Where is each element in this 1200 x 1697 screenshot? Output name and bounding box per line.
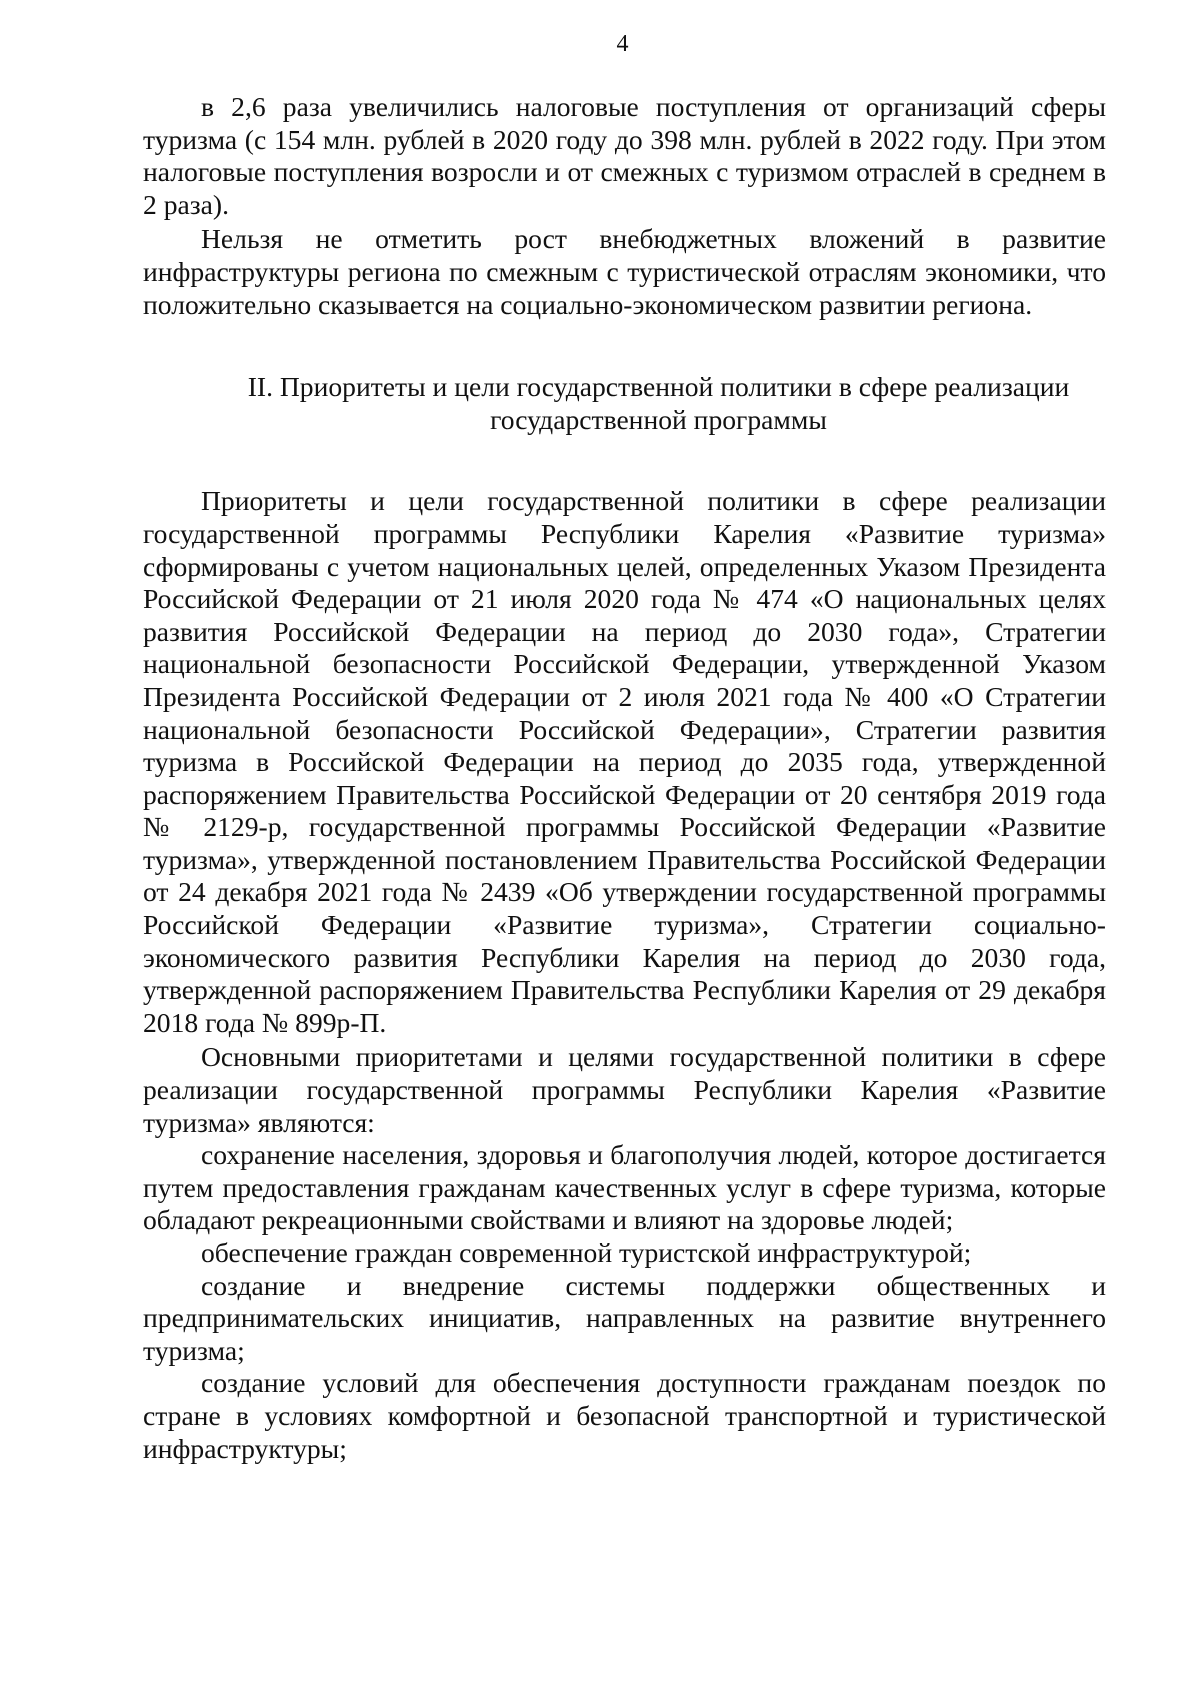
priority-item-population-health: сохранение населения, здоровья и благополучия людей, которое достигается путем предоставления гражданам качественных услуг в сфере туризма, которые обладают рекреационными свойствами и влияют на здоровье людей;: [143, 1139, 1106, 1236]
paragraph-priorities-basis: Приоритеты и цели государственной политики в сфере реализации государственной программы Республики Карелия «Развитие туризма» сформированы с учетом национальных целей, определенных Указом Президента Российской Федерации от 21 июля 2020 года № 474 «О национальных целях развития Российской Федерации на период до 2030 года», Стратегии национальной безопасности Российской Федерации, утвержденной Указом Президента Российской Федерации от 2 июля 2021 года № 400 «О Стратегии национальной безопасности Российской Федерации», Стратегии развития туризма в Российской Федерации на период до 2035 года, утвержденной распоряжением Правительства Российской Федерации от 20 сентября 2019 года № 2129-р, государственной программы Российской Федерации «Развитие туризма», утвержденной постановлением Правительства Российской Федерации от 24 декабря 2021 года № 2439 «Об утверждении государственной программы Российской Федерации «Развитие туризма», Стратегии социально-экономического развития Республики Карелия на период до 2030 года, утвержденной распоряжением Правительства Республики Карелия от 29 декабря 2018 года № 899р-П.: [143, 485, 1106, 1038]
section-heading: [143, 371, 1106, 436]
page-number: 4: [616, 31, 629, 57]
section-heading-line-1: II. Приоритеты и цели государственной политики в сфере реализации: [247, 371, 1070, 403]
paragraph-extrabudgetary-investment: Нельзя не отметить рост внебюджетных вложений в развитие инфраструктуры региона по смежным с туристической отраслям экономики, что положительно сказывается на социально-экономическом развитии региона.: [143, 223, 1106, 320]
document-body: [143, 91, 1106, 1465]
priority-item-initiatives-support: создание и внедрение системы поддержки общественных и предпринимательских инициатив, направленных на развитие внутреннего туризма;: [143, 1269, 1106, 1366]
priority-item-infrastructure: обеспечение граждан современной туристской инфраструктурой;: [201, 1237, 972, 1268]
paragraph-main-priorities-intro: Основными приоритетами и целями государственной политики в сфере реализации государственной программы Республики Карелия «Развитие туризма» являются:: [143, 1041, 1106, 1138]
priority-item-travel-accessibility: создание условий для обеспечения доступности гражданам поездок по стране в условиях комфортной и безопасной транспортной и туристической инфраструктуры;: [143, 1367, 1106, 1464]
paragraph-tax-revenue: в 2,6 раза увеличились налоговые поступления от организаций сферы туризма (с 154 млн. рублей в 2020 году до 398 млн. рублей в 2022 году. При этом налоговые поступления возросли и от смежных с туризмом отраслей в среднем в 2 раза).: [143, 91, 1106, 220]
section-heading-line-2: государственной программы: [490, 403, 827, 435]
